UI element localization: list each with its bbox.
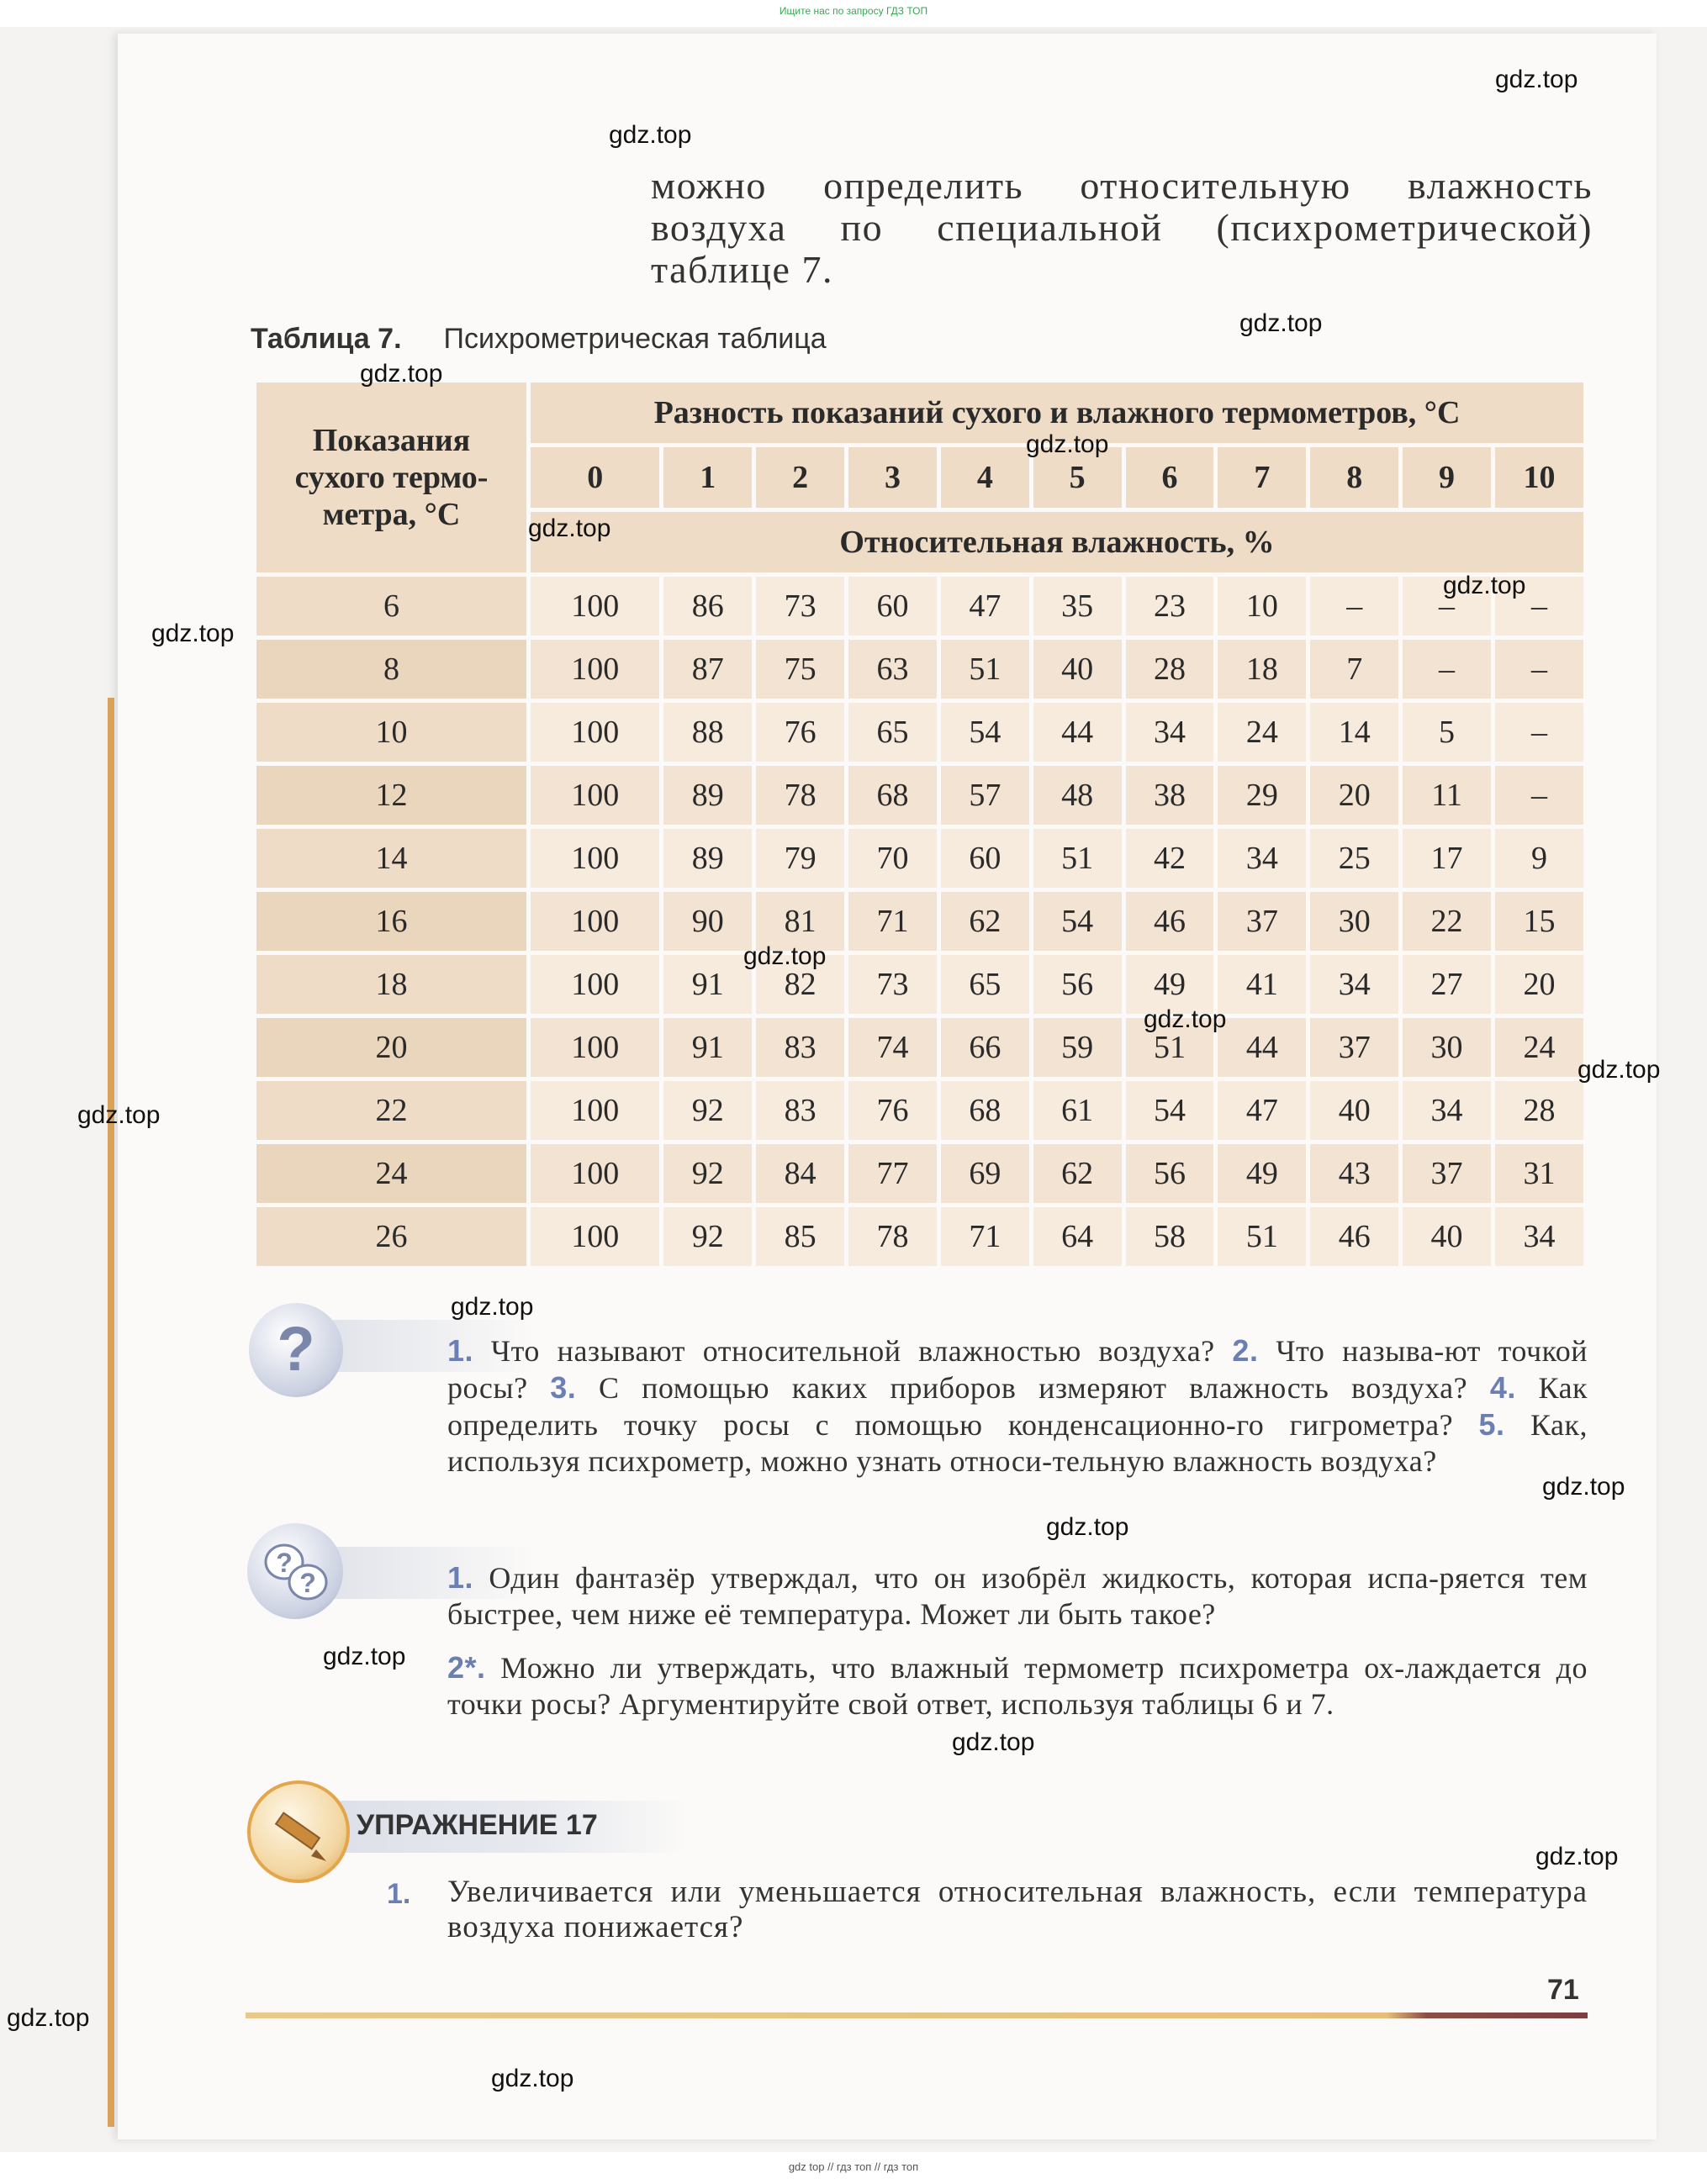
humidity-cell: –: [1493, 638, 1585, 701]
humidity-cell: 51: [938, 638, 1031, 701]
humidity-cell: 20: [1493, 953, 1585, 1016]
watermark: gdz.top: [491, 2065, 574, 2092]
humidity-cell: 44: [1216, 1016, 1308, 1079]
humidity-cell: 14: [1308, 701, 1401, 764]
humidity-cell: 100: [529, 827, 662, 890]
humidity-cell: 51: [1123, 1016, 1216, 1079]
question-text: Как, используя психрометр, можно узнать относи-тельную влажность воздуха?: [447, 1408, 1588, 1478]
humidity-cell: –: [1308, 575, 1401, 638]
difference-header: Разность показаний сухого и влажного термометров, °С: [529, 381, 1586, 446]
humidity-cell: 34: [1401, 1079, 1493, 1142]
humidity-cell: 24: [1216, 701, 1308, 764]
dry-temperature-cell: 6: [255, 575, 529, 638]
watermark: gdz.top: [323, 1643, 406, 1670]
humidity-cell: 40: [1308, 1079, 1401, 1142]
humidity-cell: 17: [1401, 827, 1493, 890]
humidity-cell: 75: [754, 638, 847, 701]
humidity-cell: 9: [1493, 827, 1585, 890]
watermark: gdz.top: [1239, 309, 1323, 337]
dry-temperature-cell: 14: [255, 827, 529, 890]
humidity-cell: 89: [662, 827, 754, 890]
watermark: gdz.top: [7, 2004, 90, 2032]
humidity-cell: 76: [847, 1079, 939, 1142]
humidity-cell: 46: [1123, 890, 1216, 953]
table-row: [255, 890, 1586, 953]
dry-temperature-cell: 24: [255, 1142, 529, 1205]
humidity-cell: 78: [754, 764, 847, 827]
humidity-cell: 100: [529, 575, 662, 638]
humidity-cell: –: [1493, 764, 1585, 827]
humidity-cell: 40: [1031, 638, 1123, 701]
table-title: Психрометрическая таблица: [443, 323, 827, 355]
question-text: Что называют относительной влажностью воздуха?: [490, 1334, 1215, 1368]
humidity-cell: –: [1401, 638, 1493, 701]
humidity-cell: 100: [529, 701, 662, 764]
humidity-cell: 76: [754, 701, 847, 764]
humidity-cell: 92: [662, 1205, 754, 1269]
humidity-cell: 81: [754, 890, 847, 953]
humidity-cell: 100: [529, 764, 662, 827]
dry-temperature-cell: 8: [255, 638, 529, 701]
watermark: gdz.top: [1535, 1843, 1619, 1870]
dry-temperature-cell: 22: [255, 1079, 529, 1142]
table-row: [255, 1079, 1586, 1142]
dry-temperature-cell: 26: [255, 1205, 529, 1269]
footer-line: [246, 2013, 1588, 2018]
page-number: 71: [1547, 1974, 1579, 2006]
humidity-cell: –: [1493, 575, 1585, 638]
humidity-cell: 88: [662, 701, 754, 764]
humidity-cell: 30: [1401, 1016, 1493, 1079]
question-number: 2.: [1232, 1333, 1259, 1368]
dry-temperature-cell: 10: [255, 701, 529, 764]
watermark: gdz.top: [1046, 1513, 1129, 1541]
humidity-cell: 25: [1308, 827, 1401, 890]
humidity-cell: 60: [847, 575, 939, 638]
humidity-cell: 65: [847, 701, 939, 764]
humidity-cell: 47: [938, 575, 1031, 638]
table-row: [255, 827, 1586, 890]
svg-text:?: ?: [299, 1568, 316, 1598]
column-header-cell: 9: [1401, 446, 1493, 510]
humidity-cell: 100: [529, 1079, 662, 1142]
humidity-cell: 65: [938, 953, 1031, 1016]
humidity-cell: 61: [1031, 1079, 1123, 1142]
table-row: [255, 1142, 1586, 1205]
watermark: gdz.top: [1144, 1005, 1227, 1033]
humidity-cell: 30: [1308, 890, 1401, 953]
watermark: gdz.top: [451, 1293, 534, 1321]
exercise-item-number: 1.: [387, 1878, 411, 1910]
table-row: [255, 1205, 1586, 1269]
humidity-cell: 23: [1123, 575, 1216, 638]
humidity-cell: 22: [1401, 890, 1493, 953]
question-number: 1.: [447, 1333, 474, 1368]
humidity-cell: 28: [1123, 638, 1216, 701]
exercise-item-text: Увеличивается или уменьшается относительная влажность, если температура воздуха понижается?: [447, 1875, 1588, 1944]
column-header-cell: 3: [847, 446, 939, 510]
humidity-header: Относительная влажность, %: [529, 510, 1586, 575]
watermark: gdz.top: [1578, 1056, 1661, 1084]
humidity-cell: –: [1401, 575, 1493, 638]
humidity-cell: 54: [1031, 890, 1123, 953]
discussion-text: Один фантазёр утверждал, что он изобрёл жидкость, которая испа-ряется тем быстрее, чем ниже её температура. Может ли быть такое?: [447, 1561, 1588, 1631]
column-header-cell: 4: [938, 446, 1031, 510]
humidity-cell: 100: [529, 1205, 662, 1269]
humidity-cell: 37: [1216, 890, 1308, 953]
humidity-cell: 66: [938, 1016, 1031, 1079]
watermark: gdz.top: [528, 514, 611, 542]
question-text: С помощью каких приборов измеряют влажность воздуха?: [598, 1371, 1468, 1405]
watermark: gdz.top: [743, 942, 827, 970]
humidity-cell: 83: [754, 1016, 847, 1079]
humidity-cell: 74: [847, 1016, 939, 1079]
humidity-cell: 82: [754, 953, 847, 1016]
humidity-cell: 89: [662, 764, 754, 827]
watermark: gdz.top: [1443, 572, 1526, 599]
page-spine: [108, 698, 114, 2127]
watermark: gdz.top: [1542, 1473, 1625, 1501]
question-number: 4.: [1489, 1370, 1516, 1405]
question-number: 3.: [550, 1370, 577, 1405]
humidity-cell: 29: [1216, 764, 1308, 827]
humidity-cell: 77: [847, 1142, 939, 1205]
humidity-cell: 34: [1123, 701, 1216, 764]
watermark: gdz.top: [952, 1728, 1035, 1756]
discussion-number: 2*.: [447, 1650, 486, 1685]
pencil-icon: [247, 1780, 350, 1883]
table-caption: [251, 323, 827, 356]
watermark: gdz.top: [1495, 66, 1578, 93]
humidity-cell: 60: [938, 827, 1031, 890]
watermark: gdz.top: [1026, 430, 1109, 458]
humidity-cell: 27: [1401, 953, 1493, 1016]
humidity-cell: 49: [1216, 1142, 1308, 1205]
humidity-cell: 41: [1216, 953, 1308, 1016]
humidity-cell: 84: [754, 1142, 847, 1205]
humidity-cell: 90: [662, 890, 754, 953]
humidity-cell: 78: [847, 1205, 939, 1269]
humidity-cell: 68: [938, 1079, 1031, 1142]
humidity-cell: 49: [1123, 953, 1216, 1016]
humidity-cell: 68: [847, 764, 939, 827]
humidity-cell: 46: [1308, 1205, 1401, 1269]
humidity-cell: 10: [1216, 575, 1308, 638]
humidity-cell: 56: [1031, 953, 1123, 1016]
questions-text: [447, 1332, 1588, 1480]
humidity-cell: 38: [1123, 764, 1216, 827]
humidity-cell: 18: [1216, 638, 1308, 701]
column-header-cell: 10: [1493, 446, 1585, 510]
humidity-cell: 51: [1031, 827, 1123, 890]
humidity-cell: 73: [847, 953, 939, 1016]
humidity-cell: 20: [1308, 764, 1401, 827]
humidity-cell: 57: [938, 764, 1031, 827]
exercise-title: УПРАЖНЕНИЕ 17: [357, 1809, 598, 1841]
humidity-cell: 42: [1123, 827, 1216, 890]
question-number: 5.: [1478, 1407, 1505, 1442]
table-row: [255, 953, 1586, 1016]
watermark: gdz.top: [609, 121, 692, 149]
intro-paragraph: можно определить относительную влажность воздуха по специальной (психрометрической) таблице 7.: [651, 164, 1593, 291]
question-mark-icon: [249, 1303, 343, 1397]
humidity-cell: 79: [754, 827, 847, 890]
dry-temperature-cell: 12: [255, 764, 529, 827]
humidity-cell: 48: [1031, 764, 1123, 827]
humidity-cell: 85: [754, 1205, 847, 1269]
humidity-cell: 24: [1493, 1016, 1585, 1079]
bottom-banner: gdz top // гдз топ // гдз топ: [788, 2160, 919, 2173]
humidity-cell: 62: [938, 890, 1031, 953]
humidity-cell: 35: [1031, 575, 1123, 638]
humidity-cell: 100: [529, 1016, 662, 1079]
svg-text:?: ?: [276, 1548, 293, 1578]
humidity-cell: 34: [1493, 1205, 1585, 1269]
humidity-cell: 100: [529, 953, 662, 1016]
discussion-item: [447, 1559, 1588, 1633]
corner-header: [255, 381, 529, 575]
humidity-cell: 28: [1493, 1079, 1585, 1142]
humidity-cell: 47: [1216, 1079, 1308, 1142]
discussion-text: Можно ли утверждать, что влажный термометр психрометра ох-лаждается до точки росы? Аргументируйте свой ответ, используя таблицы 6 и 7.: [447, 1651, 1588, 1721]
humidity-cell: 71: [847, 890, 939, 953]
humidity-cell: 7: [1308, 638, 1401, 701]
humidity-cell: 100: [529, 890, 662, 953]
top-banner: Ищите нас по запросу ГДЗ ТОП: [779, 5, 928, 17]
dry-temperature-cell: 20: [255, 1016, 529, 1079]
humidity-cell: 69: [938, 1142, 1031, 1205]
humidity-cell: 54: [1123, 1079, 1216, 1142]
column-header-cell: 8: [1308, 446, 1401, 510]
question-text: Как определить точку росы с помощью конденсационно-го гигрометра?: [447, 1371, 1588, 1442]
humidity-cell: 44: [1031, 701, 1123, 764]
humidity-cell: 92: [662, 1079, 754, 1142]
column-header-cell: 0: [529, 446, 662, 510]
discussion-number: 1.: [447, 1560, 474, 1595]
humidity-cell: 64: [1031, 1205, 1123, 1269]
column-header-cell: 2: [754, 446, 847, 510]
humidity-cell: 34: [1216, 827, 1308, 890]
humidity-cell: 71: [938, 1205, 1031, 1269]
humidity-cell: 58: [1123, 1205, 1216, 1269]
humidity-cell: 31: [1493, 1142, 1585, 1205]
humidity-cell: 43: [1308, 1142, 1401, 1205]
dry-temperature-cell: 16: [255, 890, 529, 953]
humidity-cell: 100: [529, 1142, 662, 1205]
humidity-cell: –: [1493, 701, 1585, 764]
humidity-cell: 34: [1308, 953, 1401, 1016]
watermark: gdz.top: [360, 360, 443, 388]
humidity-cell: 54: [938, 701, 1031, 764]
table-row: [255, 638, 1586, 701]
table-row: [255, 1016, 1586, 1079]
question-text: Что называ-ют точкой росы?: [447, 1334, 1588, 1405]
table-label: Таблица 7.: [251, 323, 402, 355]
humidity-cell: 91: [662, 953, 754, 1016]
table-row: [255, 575, 1586, 638]
watermark: gdz.top: [151, 620, 235, 647]
humidity-cell: 70: [847, 827, 939, 890]
humidity-cell: 37: [1308, 1016, 1401, 1079]
humidity-cell: 59: [1031, 1016, 1123, 1079]
discussion-item: [447, 1649, 1588, 1722]
psychrometric-table: [252, 378, 1588, 1270]
dry-temperature-cell: 18: [255, 953, 529, 1016]
humidity-cell: 87: [662, 638, 754, 701]
humidity-cell: 5: [1401, 701, 1493, 764]
humidity-cell: 56: [1123, 1142, 1216, 1205]
humidity-cell: 15: [1493, 890, 1585, 953]
column-header-cell: 5: [1031, 446, 1123, 510]
table-row: [255, 764, 1586, 827]
column-header-cell: 6: [1123, 446, 1216, 510]
corner-header-text: Показания сухого термо-метра, °С: [294, 423, 489, 532]
humidity-cell: 40: [1401, 1205, 1493, 1269]
table-body: [255, 575, 1586, 1269]
humidity-cell: 73: [754, 575, 847, 638]
column-header-cell: 7: [1216, 446, 1308, 510]
discussion-bubbles-icon: [247, 1523, 343, 1619]
humidity-cell: 51: [1216, 1205, 1308, 1269]
humidity-cell: 63: [847, 638, 939, 701]
humidity-cell: 11: [1401, 764, 1493, 827]
humidity-cell: 86: [662, 575, 754, 638]
humidity-cell: 100: [529, 638, 662, 701]
humidity-cell: 62: [1031, 1142, 1123, 1205]
humidity-cell: 92: [662, 1142, 754, 1205]
column-header-cell: 1: [662, 446, 754, 510]
watermark: gdz.top: [77, 1101, 161, 1129]
humidity-cell: 91: [662, 1016, 754, 1079]
humidity-cell: 37: [1401, 1142, 1493, 1205]
svg-text:?: ?: [277, 1314, 315, 1384]
humidity-cell: 83: [754, 1079, 847, 1142]
table-row: [255, 701, 1586, 764]
